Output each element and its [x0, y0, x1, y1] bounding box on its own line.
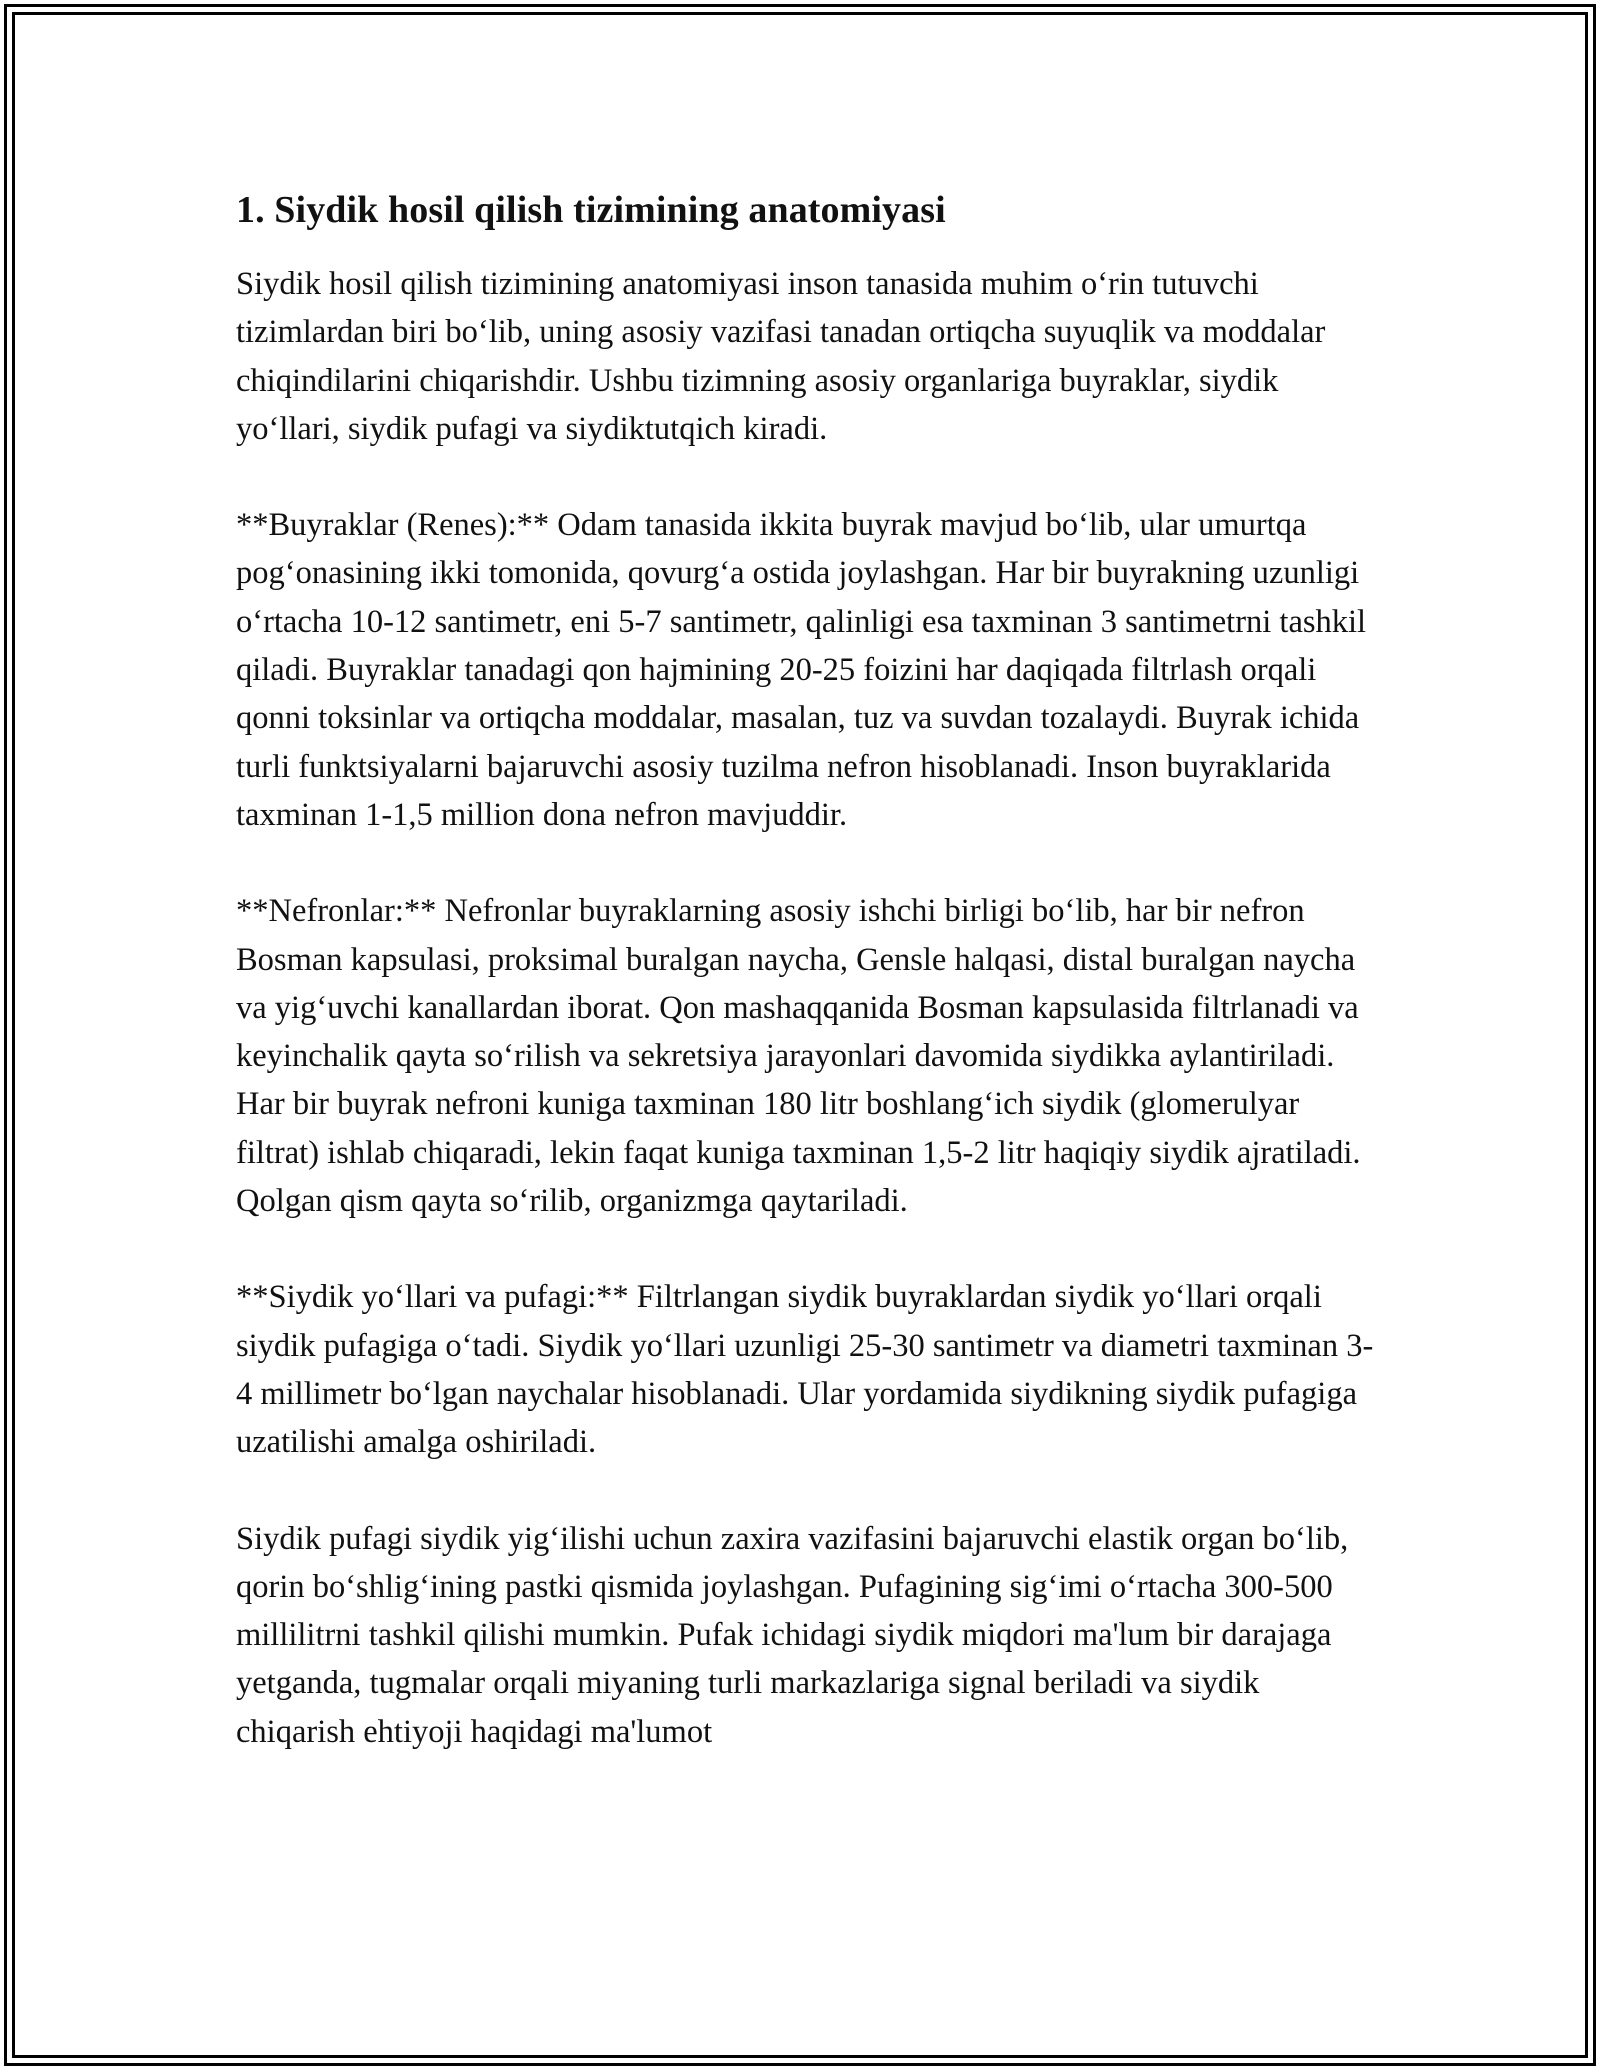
ureters-bladder-paragraph: **Siydik yo‘llari va pufagi:** Filtrlangan siydik buyraklardan siydik yo‘llari orqali siydik pufagiga o‘tadi. Siydik yo‘llari uzunligi 25-30 santimetr va diametri taxminan 3-4 millimetr bo‘lgan naychalar hisoblanadi. Ular yordamida siydikning siydik pufagiga uzatilishi amalga oshiriladi.: [236, 1279, 1374, 1461]
bladder-paragraph: Siydik pufagi siydik yig‘ilishi uchun zaxira vazifasini bajaruvchi elastik organ bo‘lib, qorin bo‘shlig‘ining pastki qismida joylashgan. Pufagining sig‘imi o‘rtacha 300-500 millilitrni tashkil qilishi mumkin. Pufak ichidagi siydik miqdori ma'lum bir darajaga yetganda, tugmalar orqali miyaning turli markazlariga signal beriladi va siydik chiqarish ehtiyoji haqidagi ma'lumot: [236, 1520, 1349, 1750]
kidneys-paragraph: **Buyraklar (Renes):** Odam tanasida ikkita buyrak mavjud bo‘lib, ular umurtqa pog‘onasining ikki tomonida, qovurg‘a ostida joylashgan. Har bir buyrakning uzunligi o‘rtacha 10-12 santimetr, eni 5-7 santimetr, qalinligi esa taxminan 3 santimetrni tashkil qiladi. Buyraklar tanadagi qon hajmining 20-25 foizini har daqiqada filtrlash orqali qonni toksinlar va ortiqcha moddalar, masalan, tuz va suvdan tozalaydi. Buyrak ichida turli funktsiyalarni bajaruvchi asosiy tuzilma nefron hisoblanadi. Inson buyraklarida taxminan 1-1,5 million dona nefron mavjuddir.: [236, 507, 1367, 833]
intro-paragraph: Siydik hosil qilish tizimining anatomiyasi inson tanasida muhim o‘rin tutuvchi tizimlardan biri bo‘lib, uning asosiy vazifasi tanadan ortiqcha suyuqlik va moddalar chiqindilarini chiqarishdir. Ushbu tizimning asosiy organlariga buyraklar, siydik yo‘llari, siydik pufagi va siydiktutqich kiradi.: [236, 266, 1326, 447]
section-heading: 1. Siydik hosil qilish tizimining anatomiyasi: [236, 189, 946, 231]
nephrons-paragraph: **Nefronlar:** Nefronlar buyraklarning asosiy ishchi birligi bo‘lib, har bir nefron Bosman kapsulasi, proksimal buralgan naycha, Gensle halqasi, distal buralgan naycha va yig‘uvchi kanallardan iborat. Qon mashaqqanida Bosman kapsulasida filtrlanadi va keyinchalik qayta so‘rilish va sekretsiya jarayonlari davomida siydikka aylantiriladi. Har bir buyrak nefroni kuniga taxminan 180 litr boshlang‘ich siydik (glomerulyar filtrat) ishlab chiqaradi, lekin faqat kuniga taxminan 1,5-2 litr haqiqiy siydik ajratiladi. Qolgan qism qayta so‘rilib, organizmga qaytariladi.: [236, 893, 1361, 1220]
document-content: [236, 186, 1386, 1756]
